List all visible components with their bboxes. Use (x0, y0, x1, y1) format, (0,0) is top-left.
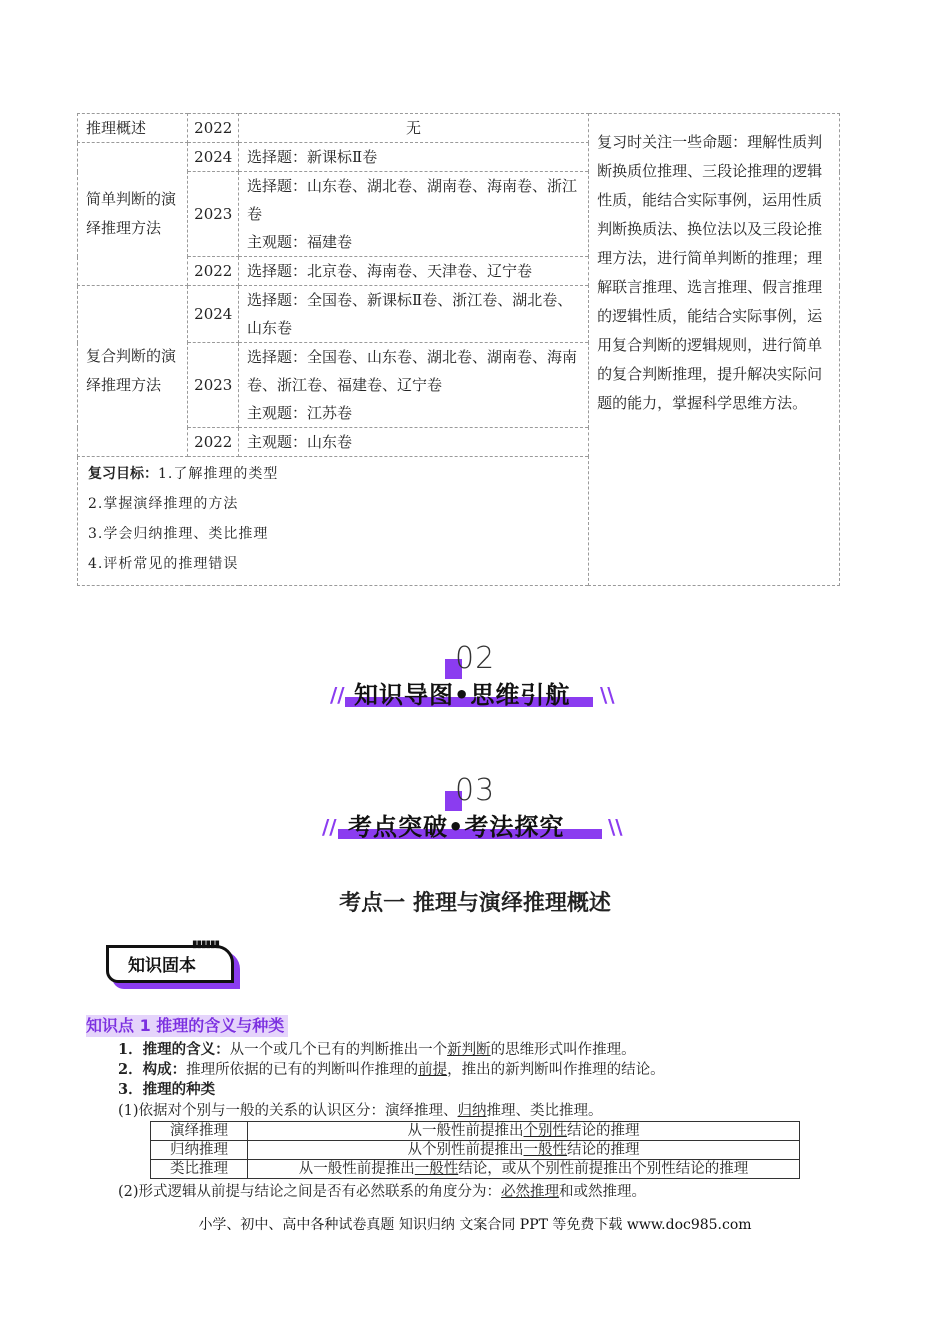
kp-text: 的思维形式叫作推理。 (490, 1042, 636, 1058)
kp-text: 推理、类比推理。 (486, 1103, 603, 1119)
topic-compound: 复合判断的演绎推理方法 (78, 286, 188, 457)
kp-underline: 必然推理 (501, 1184, 560, 1200)
exam-list-item: 主观题：江苏卷 (247, 404, 353, 422)
year-cell: 2022 (188, 257, 239, 286)
kp-item-3 (118, 1080, 215, 1100)
reasoning-kinds-table (150, 1121, 800, 1179)
kp-text: (2)形式逻辑从前提与结论之间是否有必然联系的角度分为： (118, 1184, 502, 1200)
slash-decoration: // (322, 815, 337, 839)
kp-text: 推理所依据的已有的判断叫作推理的 (186, 1062, 419, 1078)
exam-list: 选择题：北京卷、海南卷、天津卷、辽宁卷 (239, 257, 589, 286)
kind-name: 归纳推理 (151, 1141, 248, 1160)
slash-decoration: \\ (608, 815, 623, 839)
badge-label: 知识固本 (128, 956, 196, 976)
section-title: 考点突破•考法探究 (348, 813, 565, 841)
year-cell: 2024 (188, 143, 239, 172)
topic-overview: 推理概述 (78, 114, 188, 143)
year-cell: 2024 (188, 286, 239, 343)
year-cell: 2022 (188, 114, 239, 143)
year-cell: 2022 (188, 428, 239, 457)
topic-simple: 简单判断的演绎推理方法 (78, 143, 188, 286)
kaodian-heading: 考点一 推理与演绎推理概述 (339, 891, 611, 916)
kp-underline: 前提 (418, 1062, 448, 1078)
goal-item: 1.了解推理的类型 (158, 466, 279, 482)
goal-item: 2.掌握演绎推理的方法 (88, 496, 239, 512)
table-row (151, 1122, 800, 1141)
year-cell: 2023 (188, 172, 239, 257)
kp-item-label: 2．构成： (118, 1061, 187, 1078)
section-title: 知识导图•思维引航 (354, 681, 571, 709)
section-03-banner (0, 773, 950, 867)
section-number: 02 (455, 641, 496, 676)
goals-label: 复习目标： (88, 466, 158, 482)
kp-item-label: 1．推理的含义： (118, 1041, 230, 1058)
kp-text: ，推出的新判断叫作推理的结论。 (447, 1062, 665, 1078)
review-note: 复习时关注一些命题：理解性质判断换质位推理、三段论推理的逻辑性质，能结合实际事例，运用性质判断换质法、换位法以及三段论推理方法，进行简单判断的推理；理解联言推理、选言推理、假言推理的逻辑性质，能结合实际事例，运用复合判断的逻辑规则，进行简单的复合判断推理，提升解决实际问题的能力，掌握科学思维方法。 (589, 114, 840, 586)
exam-list-item: 选择题：山东卷、湖北卷、湖南卷、海南卷、浙江卷 (247, 177, 578, 223)
exam-list-item: 选择题：全国卷、山东卷、湖北卷、湖南卷、海南卷、浙江卷、福建卷、辽宁卷 (247, 348, 578, 394)
exam-plan-table (77, 113, 840, 586)
kp-text: 和或然推理。 (559, 1184, 647, 1200)
kp-underline: 新判断 (447, 1042, 491, 1058)
exam-list: 无 (239, 114, 589, 143)
kp-underline: 归纳 (457, 1103, 487, 1119)
kind-desc: 从个别性前提推出一般性结论的推理 (248, 1141, 800, 1160)
exam-list-item: 主观题：福建卷 (247, 233, 353, 251)
kp-item-2 (118, 1060, 665, 1080)
exam-list: 选择题：全国卷、新课标Ⅱ卷、浙江卷、湖北卷、山东卷 (239, 286, 589, 343)
kind-name: 类比推理 (151, 1160, 248, 1179)
exam-list (239, 343, 589, 428)
table-row (151, 1160, 800, 1179)
exam-list: 主观题：山东卷 (239, 428, 589, 457)
section-number: 03 (455, 773, 496, 808)
kp-item-label: 3．推理的种类 (118, 1081, 216, 1098)
kind-desc: 从一般性前提推出个别性结论的推理 (248, 1122, 800, 1141)
kp-item-1 (118, 1040, 636, 1060)
goal-item: 4.评析常见的推理错误 (88, 556, 239, 572)
table-row (151, 1141, 800, 1160)
page-footer: 小学、初中、高中各种试卷真题 知识归纳 文案合同 PPT 等免费下载 www.doc985.com (198, 1217, 752, 1233)
section-02-banner (0, 641, 950, 735)
slash-decoration: \\ (600, 683, 615, 707)
badge-dots-icon: ▮▮▮▮▮▮ (192, 939, 220, 950)
kp-text: (1)依据对个别与一般的关系的认识区分：演绎推理、 (118, 1103, 458, 1119)
year-cell: 2023 (188, 343, 239, 428)
exam-list (239, 172, 589, 257)
kp-sub-1 (118, 1101, 603, 1121)
slash-decoration: // (330, 683, 345, 707)
kind-desc: 从一般性前提推出一般性结论，或从个别性前提推出个别性结论的推理 (248, 1160, 800, 1179)
kp-text: 从一个或几个已有的判断推出一个 (229, 1042, 448, 1058)
goal-item: 3.学会归纳推理、类比推理 (88, 526, 269, 542)
kind-name: 演绎推理 (151, 1122, 248, 1141)
knowledge-point-title: 知识点 1 推理的含义与种类 (86, 1015, 288, 1037)
exam-list: 选择题：新课标Ⅱ卷 (239, 143, 589, 172)
knowledge-badge (106, 939, 242, 991)
kp-sub-2 (118, 1182, 646, 1202)
review-goals (78, 457, 840, 586)
